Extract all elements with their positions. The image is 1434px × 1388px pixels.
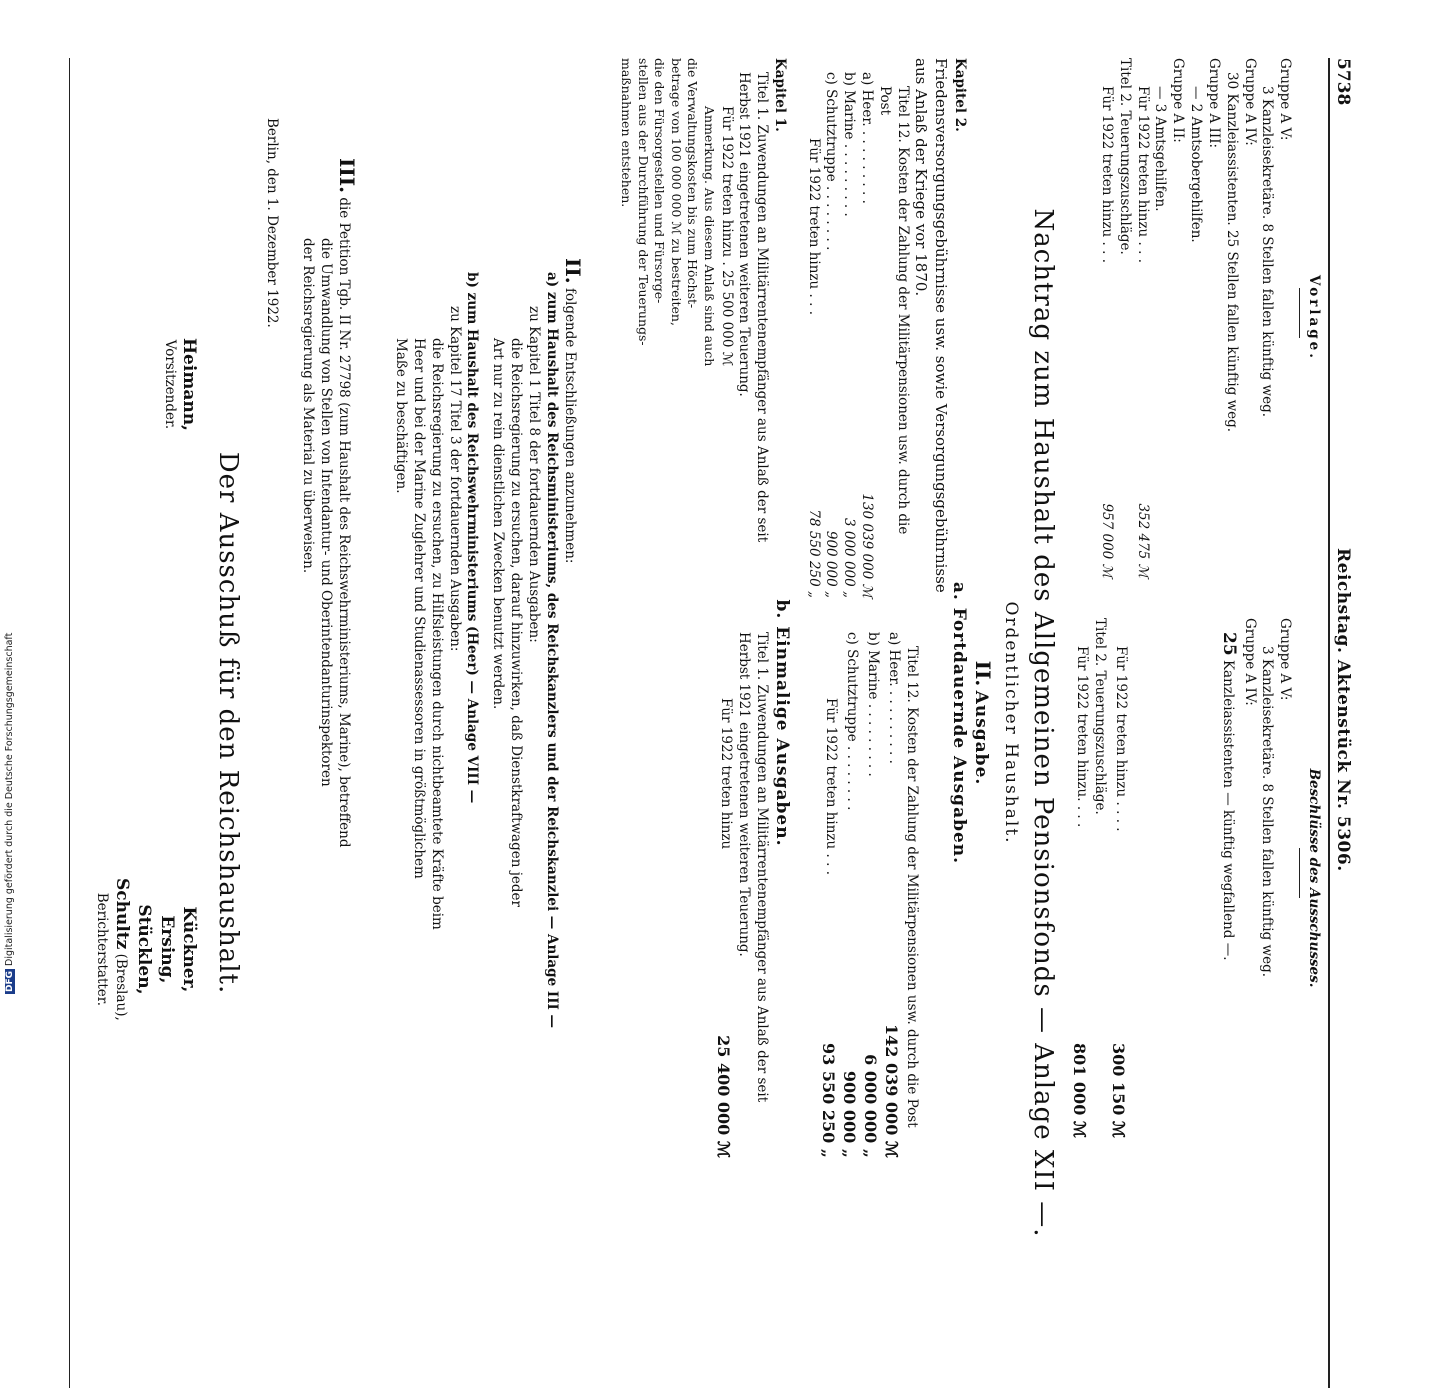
fuer-1922-2: Für 1922 treten hinzu . . . [1099,86,1116,263]
b-gruppe-aiv-text: Kanzleiassistenten — künftig wegfallend —. [1219,659,1236,961]
section-title: Ausgabe. [971,690,991,786]
bottom-rule [69,58,70,1388]
r-heer-amount: 142 039 000 ℳ [882,1023,902,1158]
petition-line-3: der Reichsregierung als Material zu überweisen. [299,238,316,574]
vorlage-heading: Vorlage. [1306,275,1322,361]
right-einmalig [713,618,770,1158]
section-num: II. [971,660,995,687]
dfg-logo: DFG [5,970,15,992]
marine-amount: 3 000 000 „ [841,518,858,598]
beschluesse-heading-rule [1299,848,1300,898]
b-fuer-1922-1: Für 1922 treten hinzu . . . . [1113,646,1130,832]
anmerkung-4: die den Fürsorgestellen und Fürsorge- [652,58,668,304]
r-marine-amount: 6 000 000 „ [861,1054,881,1158]
entschl-b-4: Heer und bei der Marine Zuglehrer und Studienassessoren in größtmöglichem [410,338,427,879]
b-amount-2: 801 000 ℳ [1070,1042,1090,1138]
petition-line-1: die Petition Tgb. II Nr. 27798 (zum Haushalt des Reichswehrministeriums, Marine), betreffend [336,197,352,848]
nachtrag-subtitle: Ordentlicher Haushalt. [1001,601,1021,845]
reporter-2: Ersing, [156,915,177,984]
r-marine: b) Marine . . . . . . . . . [865,632,882,777]
reporters-block [92,878,200,1021]
vorlage-heading-rule [1299,288,1300,338]
reporter-4-suffix: (Breslau), [112,953,129,1021]
r-fuer-1922-a-amount: 93 550 250 „ [818,1043,838,1158]
gruppe-aiii: Gruppe A III: [1205,58,1222,149]
entschl-a-3: die Reichsregierung zu ersuchen, darauf hinzuwirken, daß Dienstkraftwagen jeder [507,338,524,907]
beschluesse-heading: Beschlüsse des Ausschusses. [1306,768,1322,988]
anmerkung-3: betrage von 100 000 000 ℳ zu bestreiten, [668,58,684,326]
left-column-vorlage [1097,58,1322,578]
chair-role: Vorsitzender. [161,339,178,430]
entschl-intro: folgende Entschließungen anzunehmen: [562,287,578,564]
place-date: Berlin, den 1. Dezember 1922. [264,118,280,328]
entschl-b-3: die Reichsregierung zu ersuchen, zu Hilfsleistungen durch nichtbeamtete Kräfte beim [428,338,445,930]
right-column-beschluesse [1069,618,1322,1138]
kapitel-2: Kapitel 2. [952,58,968,132]
l-fuer-1922-b: Für 1922 treten hinzu . 25 500 000 ℳ [718,106,735,367]
anmerkung-5: stellen aus der Durchführung der Teuerungs- [635,58,651,346]
b-fuer-1922-2: Für 1922 treten hinzu. . . . [1074,646,1091,828]
left-einmalig [618,58,788,598]
amount-1: 352 475 ℳ [1134,503,1151,578]
kapitel-2-text: Friedensversorgungsgebührnisse usw. sowie Versorgungsgebührnisse aus Anlaß der Kriege vor 1870. [912,58,951,593]
r-schutztruppe: c) Schutztruppe . . . . . . . . [843,632,860,811]
entschliessungen-block [391,258,586,1388]
fuer-1922-a: Für 1922 treten hinzu . . . [805,138,822,315]
petition-block [298,158,360,1388]
gruppe-aii-text: — 3 Amtsgehilfen. [1152,86,1169,212]
reporter-1: Kückner, [179,906,199,993]
gruppe-av: Gruppe A V: [1277,58,1294,141]
digitization-text: Digitalisierung gefördert durch die Deutsche Forschungsgemeinschaft [4,632,15,966]
b-gruppe-av-text: 3 Kanzleisekretäre. 8 Stellen fallen künftig weg. [1259,646,1276,978]
b-gruppe-aiv-num: 25 [1218,632,1239,656]
petition-num: III. [335,158,359,194]
document-page [25,58,1360,1238]
anmerkung-1: Anmerkung. Aus diesem Anlaß sind auch [701,106,717,367]
left-fortdauernd [804,58,968,598]
r-titel-12: Titel 12. Kosten der Zahlung der Militärpensionen usw. durch die Post [904,646,920,1128]
reporter-3: Stücklen, [134,904,155,995]
b-titel-2: Titel 2. Teuerungszuschläge. [1092,618,1109,815]
entschl-b-5: Maße zu beschäftigen. [393,338,410,494]
top-rule [1328,58,1330,1388]
sub-b-title: b. Einmalige Ausgaben. [772,599,792,847]
gruppe-aiv-text: 30 Kanzleiassistenten. 25 Stellen fallen künftig weg. [1223,72,1240,433]
b-amount-1: 300 150 ℳ [1109,1042,1129,1138]
chair-name: Heimann, [179,338,199,431]
kapitel-1: Kapitel 1. [772,58,788,132]
digitization-note [4,0,20,994]
r-heer: a) Heer. . . . . . . . . . [886,632,903,764]
marine: b) Marine . . . . . . . . . [841,72,858,217]
reporter-4: Schultz [111,878,132,950]
titel-2: Titel 2. Teuerungszuschläge. [1116,58,1133,255]
nachtrag-title: Nachtrag zum Haushalt des Allgemeinen Pensionsfonds — Anlage XII —. [1028,208,1058,1238]
page-number: 5738 [1333,58,1353,106]
right-fortdauernd [818,618,920,1158]
entschl-num: II. [561,258,585,284]
r-schutztruppe-amount: 900 000 „ [839,1070,859,1158]
b-gruppe-aiv: Gruppe A IV: [1241,618,1258,706]
heer-amount: 130 039 000 ℳ [858,493,875,598]
anmerkung-2: die Verwaltungskosten bis zum Höchst- [685,58,701,309]
running-header: Reichstag. Aktenstück Nr. 5306. [1333,548,1353,872]
l-titel-1: Titel 1. Zuwendungen an Militärrentenempfänger aus Anlaß der seit Herbst 1921 eingetretenen weiteren Teuerung. [736,72,771,543]
fuer-1922-1: Für 1922 treten hinzu . . . [1134,86,1151,263]
titel-12: Titel 12. Kosten der Zahlung der Militärpensionen usw. durch die Post [876,86,911,535]
r-fuer-1922-b-amount: 25 400 000 ℳ [714,1035,734,1158]
gruppe-aii: Gruppe A II: [1170,58,1187,143]
petition-line-2: die Umwandlung von Stellen von Intendantur- und Oberintendanturinspektoren [317,238,334,787]
entschl-b-1: b) zum Haushalt des Reichswehrministeriums (Heer) — Anlage VIII — [464,272,481,804]
anmerkung-6: maßnahmen entstehen. [619,58,635,208]
gruppe-av-text: 3 Kanzleisekretäre. 8 Stellen fallen künftig weg. [1259,86,1276,418]
entschl-a-2: zu Kapitel 1 Titel 8 der fortdauernden Ausgaben: [525,306,542,643]
fuer-1922-a-amount: 78 550 250 „ [805,509,822,598]
committee-name: Der Ausschuß für den Reichshaushalt. [213,451,243,995]
amount-2: 957 000 ℳ [1099,503,1116,578]
chair-block [160,338,200,431]
gruppe-aiii-text: — 2 Amtsobergehilfen. [1188,86,1205,243]
b-gruppe-av: Gruppe A V: [1277,618,1294,701]
schutztruppe-amount: 900 000 „ [823,530,840,598]
entschl-a-1: a) zum Haushalt des Reichsministeriums, des Reichskanzlers und der Reichskanzlei — Anlage III — [543,272,560,1029]
section-ausgabe [970,58,996,1388]
reporter-role: Berichterstatter. [94,892,111,1007]
gruppe-aiv: Gruppe A IV: [1241,58,1258,146]
sub-a-title: a. Fortdauernde Ausgaben. [949,581,969,865]
entschl-b-2: zu Kapitel 17 Titel 3 der fortdauernden Ausgaben: [446,306,463,652]
r-titel-1: Titel 1. Zuwendungen an Militärrentenempfänger aus Anlaß der seit Herbst 1921 eingetretenen weiteren Teuerung. [736,632,770,1103]
r-fuer-1922-b: Für 1922 treten hinzu [718,698,735,850]
schutztruppe: c) Schutztruppe . . . . . . . . [823,72,840,251]
r-fuer-1922-a: Für 1922 treten hinzu . . . [822,698,839,875]
entschl-a-4: Art nur zu rein dienstlichen Zwecken benutzt werden. [490,338,507,710]
heer: a) Heer. . . . . . . . . . [858,72,875,204]
